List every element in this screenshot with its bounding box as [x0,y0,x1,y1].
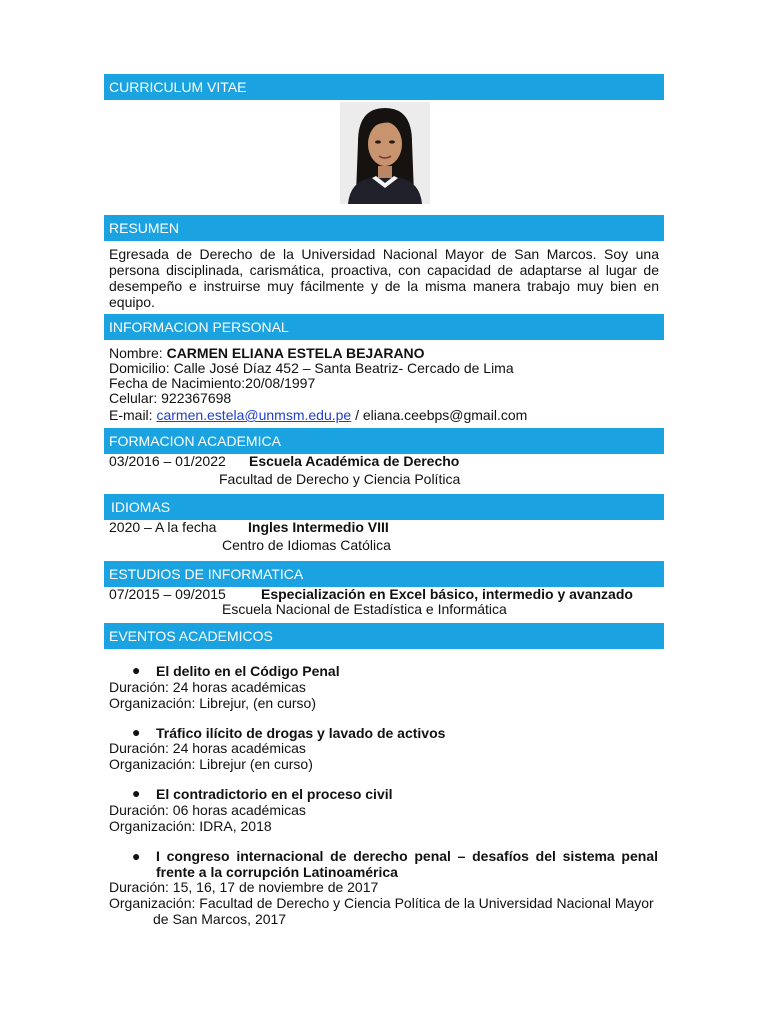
nombre-value: CARMEN ELIANA ESTELA BEJARANO [166,345,425,361]
email-separator: / [351,407,363,423]
section-header-info: INFORMACION PERSONAL [104,314,664,340]
evento-duracion: Duración: 06 horas académicas [109,802,306,818]
section-header-formacion: FORMACION ACADEMICA [104,428,664,454]
resumen-text: Egresada de Derecho de la Universidad Nacional Mayor de San Marcos. Soy una persona disciplinada, carismática, proactiva, con capacidad de adaptarse al lugar de desempeño e instruirse muy fácilmente y de la misma manera trabajo muy bien en equipo. [109,246,659,310]
section-header-cv: CURRICULUM VITAE [104,74,664,100]
informatica-title: Especialización en Excel básico, intermedio y avanzado [261,586,633,602]
nombre-label: Nombre: [109,345,167,361]
section-header-informatica: ESTUDIOS DE INFORMATICA [104,561,664,587]
evento-duracion: Duración: 15, 16, 17 de noviembre de 2017 [109,879,379,895]
domicilio-line: Domicilio: Calle José Díaz 452 – Santa Beatriz- Cercado de Lima [109,360,514,376]
bullet-icon: ● [132,785,141,801]
evento-title: Tráfico ilícito de drogas y lavado de activos [156,725,446,741]
nacimiento-line: Fecha de Nacimiento:20/08/1997 [109,375,316,391]
celular-line: Celular: 922367698 [109,390,232,406]
profile-photo [340,102,430,204]
formacion-title: Escuela Académica de Derecho [249,453,460,469]
bullet-icon: ● [132,662,141,678]
evento-organizacion-cont: de San Marcos, 2017 [153,911,287,927]
evento-organizacion: Organización: Librejur (en curso) [109,756,313,772]
evento-organizacion: Organización: IDRA, 2018 [109,818,272,834]
idiomas-dates: 2020 – A la fecha [109,519,217,535]
bullet-icon: ● [132,724,141,740]
email-line [109,407,527,423]
idiomas-sub: Centro de Idiomas Católica [222,537,391,553]
section-header-idiomas: IDIOMAS [104,494,664,520]
evento-organizacion: Organización: Facultad de Derecho y Ciencia Política de la Universidad Nacional Mayor [109,895,654,911]
evento-title: I congreso internacional de derecho penal – desafíos del sistema penal frente a la corrupción Latinoamérica [156,848,658,880]
nombre-line [109,345,425,361]
email-label: E-mail: [109,407,157,423]
idiomas-title: Ingles Intermedio VIII [248,519,389,535]
profile-photo-image [340,102,430,204]
informatica-dates: 07/2015 – 09/2015 [109,586,226,602]
section-header-resumen: RESUMEN [104,215,664,241]
informatica-sub: Escuela Nacional de Estadística e Informática [222,601,507,617]
formacion-dates: 03/2016 – 01/2022 [109,453,226,469]
evento-title: El delito en el Código Penal [156,663,340,679]
email-link[interactable]: carmen.estela@unmsm.edu.pe [156,407,352,423]
formacion-sub: Facultad de Derecho y Ciencia Política [219,471,461,487]
evento-organizacion: Organización: Librejur, (en curso) [109,695,316,711]
bullet-icon: ● [132,848,141,864]
email-secondary: eliana.ceebps@gmail.com [362,407,528,423]
section-header-eventos: EVENTOS ACADEMICOS [104,623,664,649]
evento-duracion: Duración: 24 horas académicas [109,679,306,695]
evento-title: El contradictorio en el proceso civil [156,786,393,802]
evento-duracion: Duración: 24 horas académicas [109,740,306,756]
